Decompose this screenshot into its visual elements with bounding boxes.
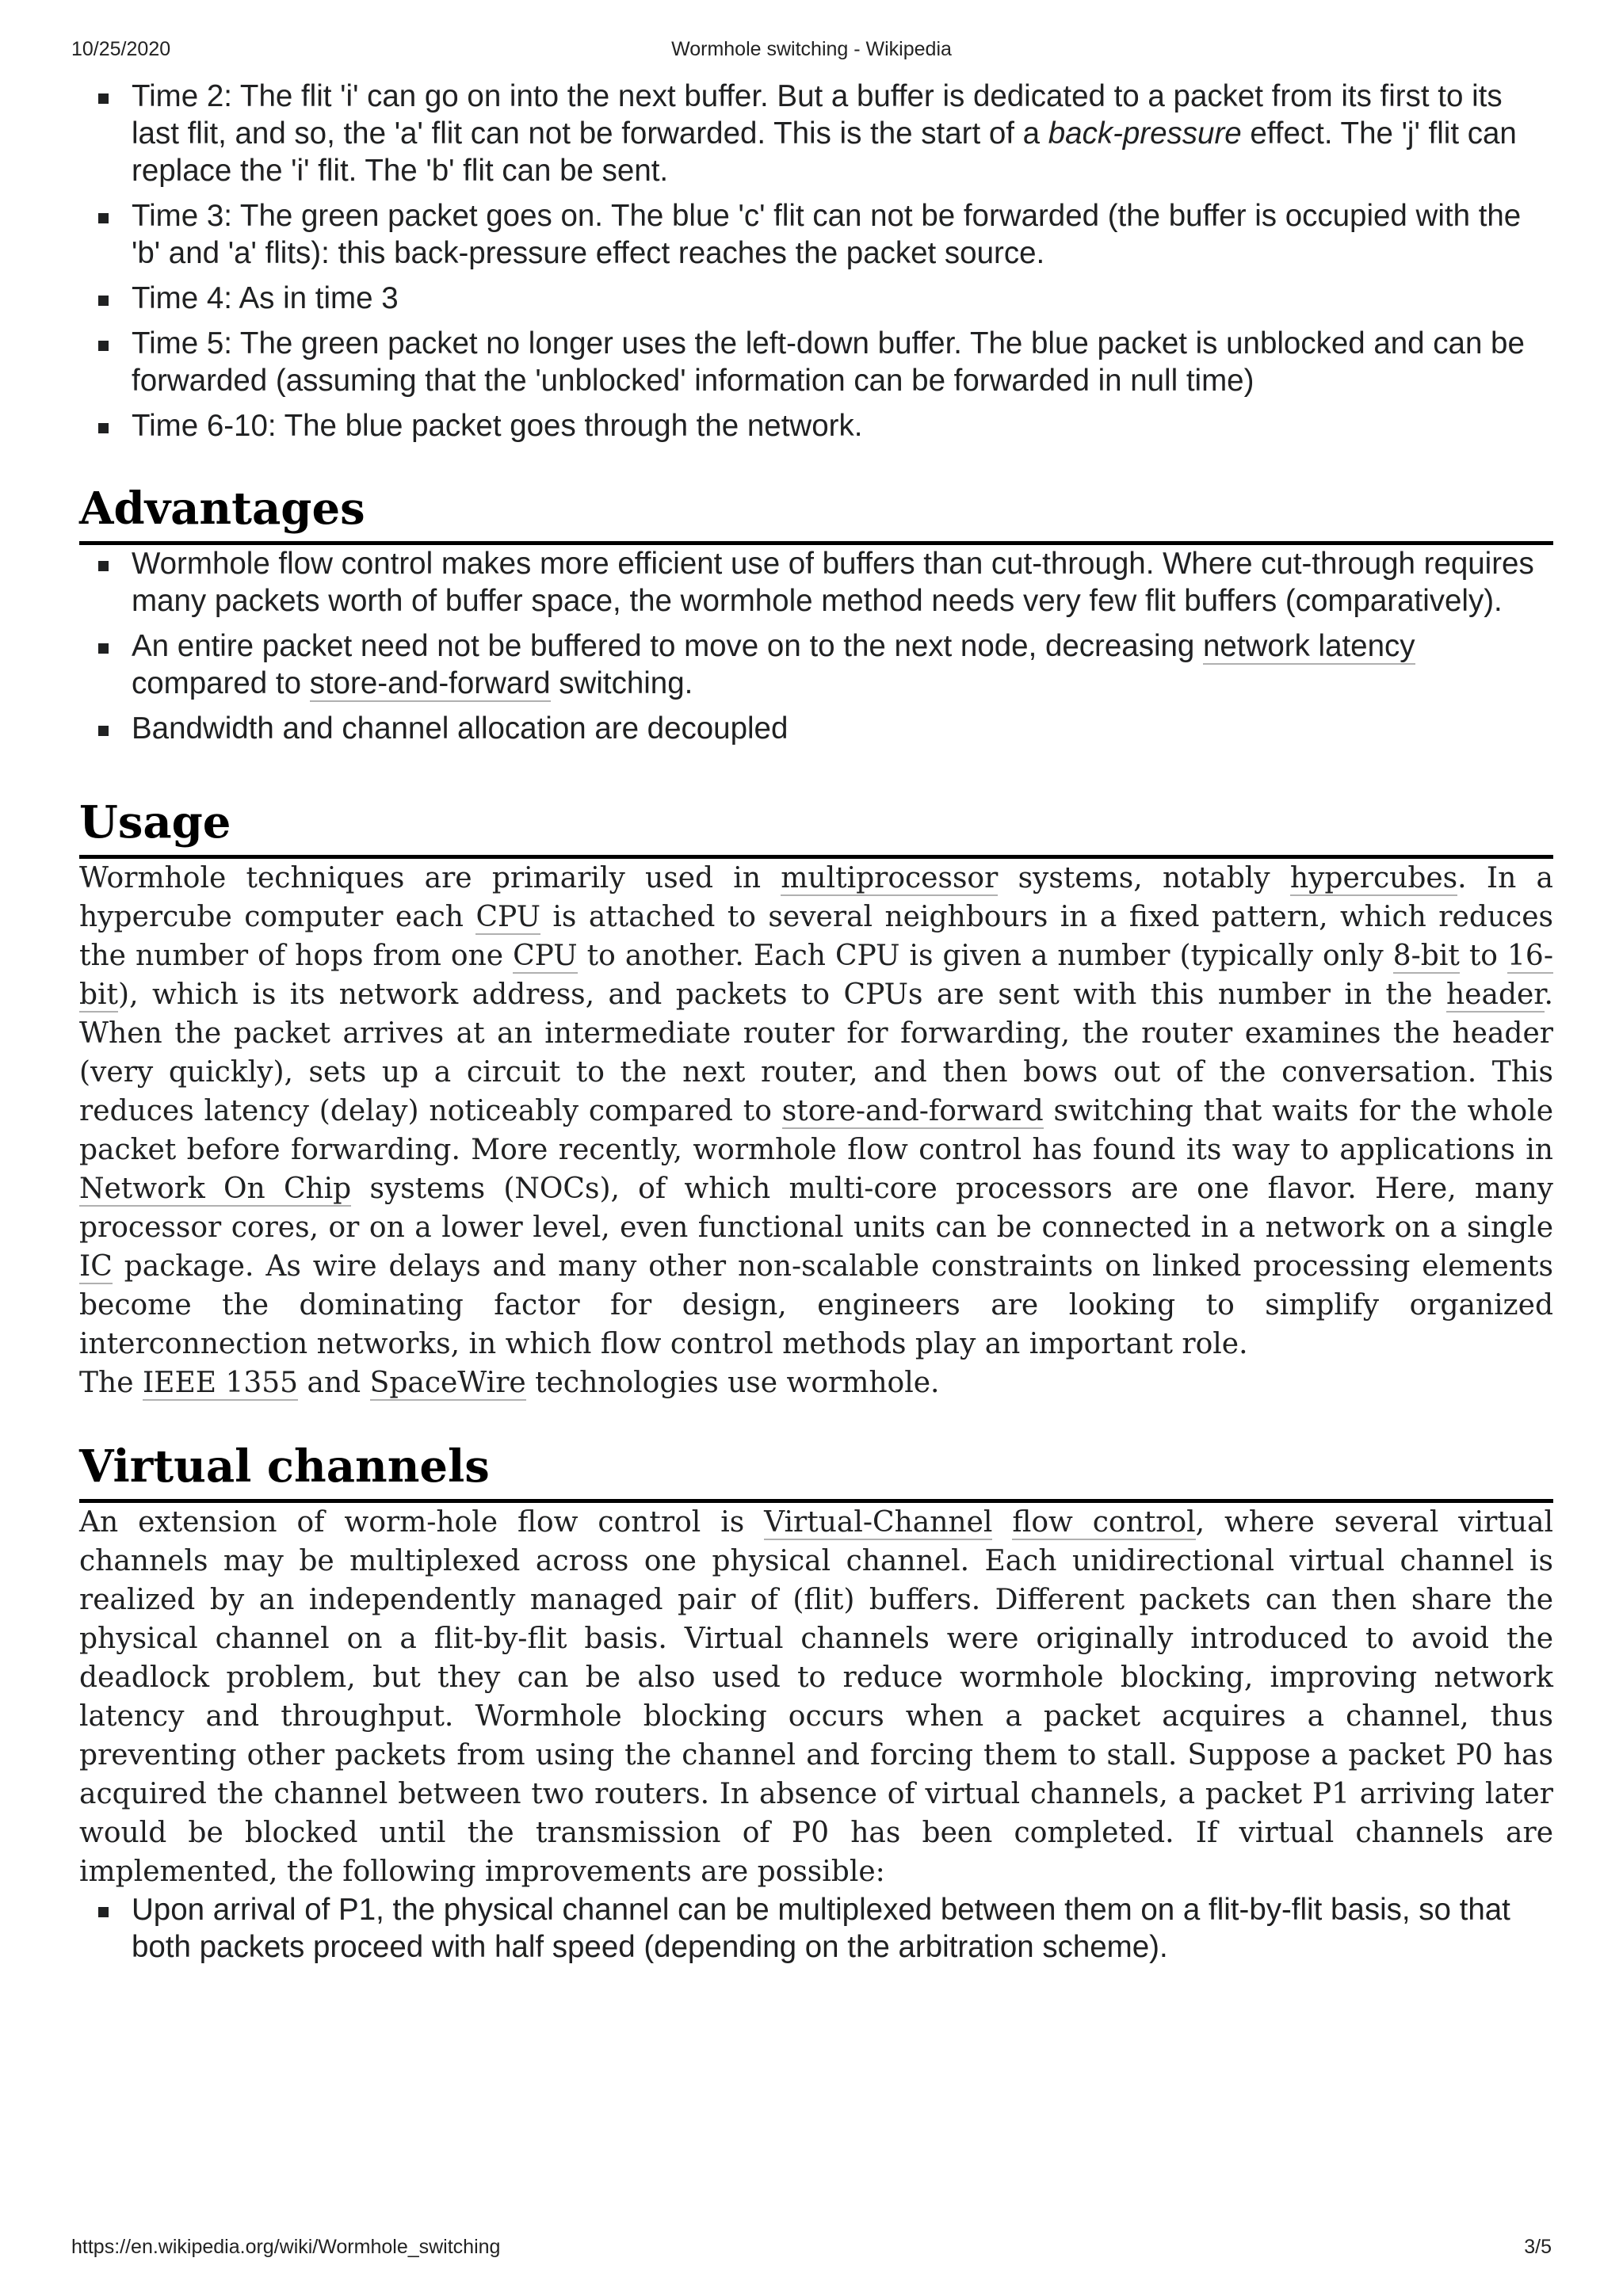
print-page-title: Wormhole switching - Wikipedia [671,38,952,60]
link-spacewire[interactable]: SpaceWire [369,1367,526,1399]
time-steps-list [79,78,1553,444]
link-16-bit[interactable]: 16-bit [79,940,1553,1011]
link-ieee-1355[interactable]: IEEE 1355 [142,1367,299,1399]
virtual-channels-paragraph: An extension of worm-hole flow control is Virtual-Channel flow control, where several virtual channels may be multiplexed across one physical channel. Each unidirectional virtual channel is realized by an independently managed pair of (flit) buffers. Different packets can then share the physical channel on a flit-by-flit basis. Virtual channels were originally introduced to avoid the deadlock problem, but they can be also used to reduce wormhole blocking, improving network latency and throughput. Wormhole blocking occurs when a packet acquires a channel, thus preventing other packets from using the channel and forcing them to stall. Suppose a packet P0 has acquired the channel between two routers. In absence of virtual channels, a packet P1 arriving later would be blocked until the transmission of P0 has been completed. If virtual channels are implemented, the following improvements are possible: [79,1506,1553,1888]
list-item: Time 2: The flit 'i' can go on into the next buffer. But a buffer is dedicated to a packet from its first to its last flit, and so, the 'a' flit can not be forwarded. This is the start of a back-pressure effect. The 'j' flit can replace the 'i' flit. The 'b' flit can be sent. [132,78,1553,189]
link-8-bit[interactable]: 8-bit [1392,940,1460,972]
ieee-paragraph: The IEEE 1355 and SpaceWire technologies use wormhole. [79,1367,940,1399]
link-store-and-forward[interactable]: store-and-forward [309,666,551,700]
list-item: Wormhole flow control makes more efficient use of buffers than cut-through. Where cut-through requires many packets worth of buffer space, the wormhole method needs very few flit buffers (comparatively). [132,545,1553,620]
usage-paragraph: Wormhole techniques are primarily used in multiprocessor systems, notably hypercubes. In a hypercube computer each CPU is attached to several neighbours in a fixed pattern, which reduces the number of hops from one CPU to another. Each CPU is given a number (typically only 8-bit to 16-bit), which is its network address, and packets to CPUs are sent with this number in the header. When the packet arrives at an intermediate router for forwarding, the router examines the header (very quickly), sets up a circuit to the next router, and then bows out of the conversation. This reduces latency (delay) noticeably compared to store-and-forward switching that waits for the whole packet before forwarding. More recently, wormhole flow control has found its way to applications in Network On Chip systems (NOCs), of which multi-core processors are one flavor. Here, many processor cores, or on a lower level, even functional units can be connected in a network on a single IC package. As wire delays and many other non-scalable constraints on linked processing elements become the dominating factor for design, engineers are looking to simplify organized interconnection networks, in which flow control methods play an important role. [79,862,1553,1360]
print-date: 10/25/2020 [71,38,171,60]
section-heading-advantages: Advantages [79,481,1553,545]
link-multiprocessor[interactable]: multiprocessor [781,862,999,894]
link-cpu[interactable]: CPU [475,901,540,933]
section-heading-virtual-channels: Virtual channels [79,1439,1553,1503]
link-store-and-forward[interactable]: store-and-forward [781,1095,1044,1127]
print-header [0,38,1623,70]
list-item: Time 5: The green packet no longer uses the left-down buffer. The blue packet is unblocked and can be forwarded (assuming that the 'unblocked' information can be forwarded in null time) [132,325,1553,399]
emphasis-text: back-pressure [1048,116,1242,151]
page-number: 3/5 [1524,2236,1552,2258]
link-virtual-channel[interactable]: Virtual-Channel [764,1506,993,1539]
list-item: Bandwidth and channel allocation are decoupled [132,710,1553,747]
link-network-latency[interactable]: network latency [1203,629,1415,663]
print-url: https://en.wikipedia.org/wiki/Wormhole_switching [71,2236,501,2258]
link-header[interactable]: header [1445,978,1545,1011]
link-cpu[interactable]: CPU [513,940,578,972]
link-ic[interactable]: IC [79,1250,113,1283]
section-heading-usage: Usage [79,795,1553,859]
virtual-channel-improvements-list [79,1891,1553,1966]
link-hypercubes[interactable]: hypercubes [1289,862,1458,894]
link-network-on-chip[interactable]: Network On Chip [79,1173,352,1205]
list-item: An entire packet need not be buffered to move on to the next node, decreasing network latency compared to store-and-forward switching. [132,627,1553,702]
link-flow-control[interactable]: flow control [1012,1506,1196,1539]
print-footer [0,2236,1623,2267]
list-item: Time 6-10: The blue packet goes through the network. [132,407,1553,444]
article-content [79,78,1553,1974]
list-item: Time 3: The green packet goes on. The blue 'c' flit can not be forwarded (the buffer is occupied with the 'b' and 'a' flits): this back-pressure effect reaches the packet source. [132,197,1553,272]
list-item: Time 4: As in time 3 [132,280,1553,317]
list-item: Upon arrival of P1, the physical channel can be multiplexed between them on a flit-by-flit basis, so that both packets proceed with half speed (depending on the arbitration scheme). [132,1891,1553,1966]
advantages-list [79,545,1553,747]
